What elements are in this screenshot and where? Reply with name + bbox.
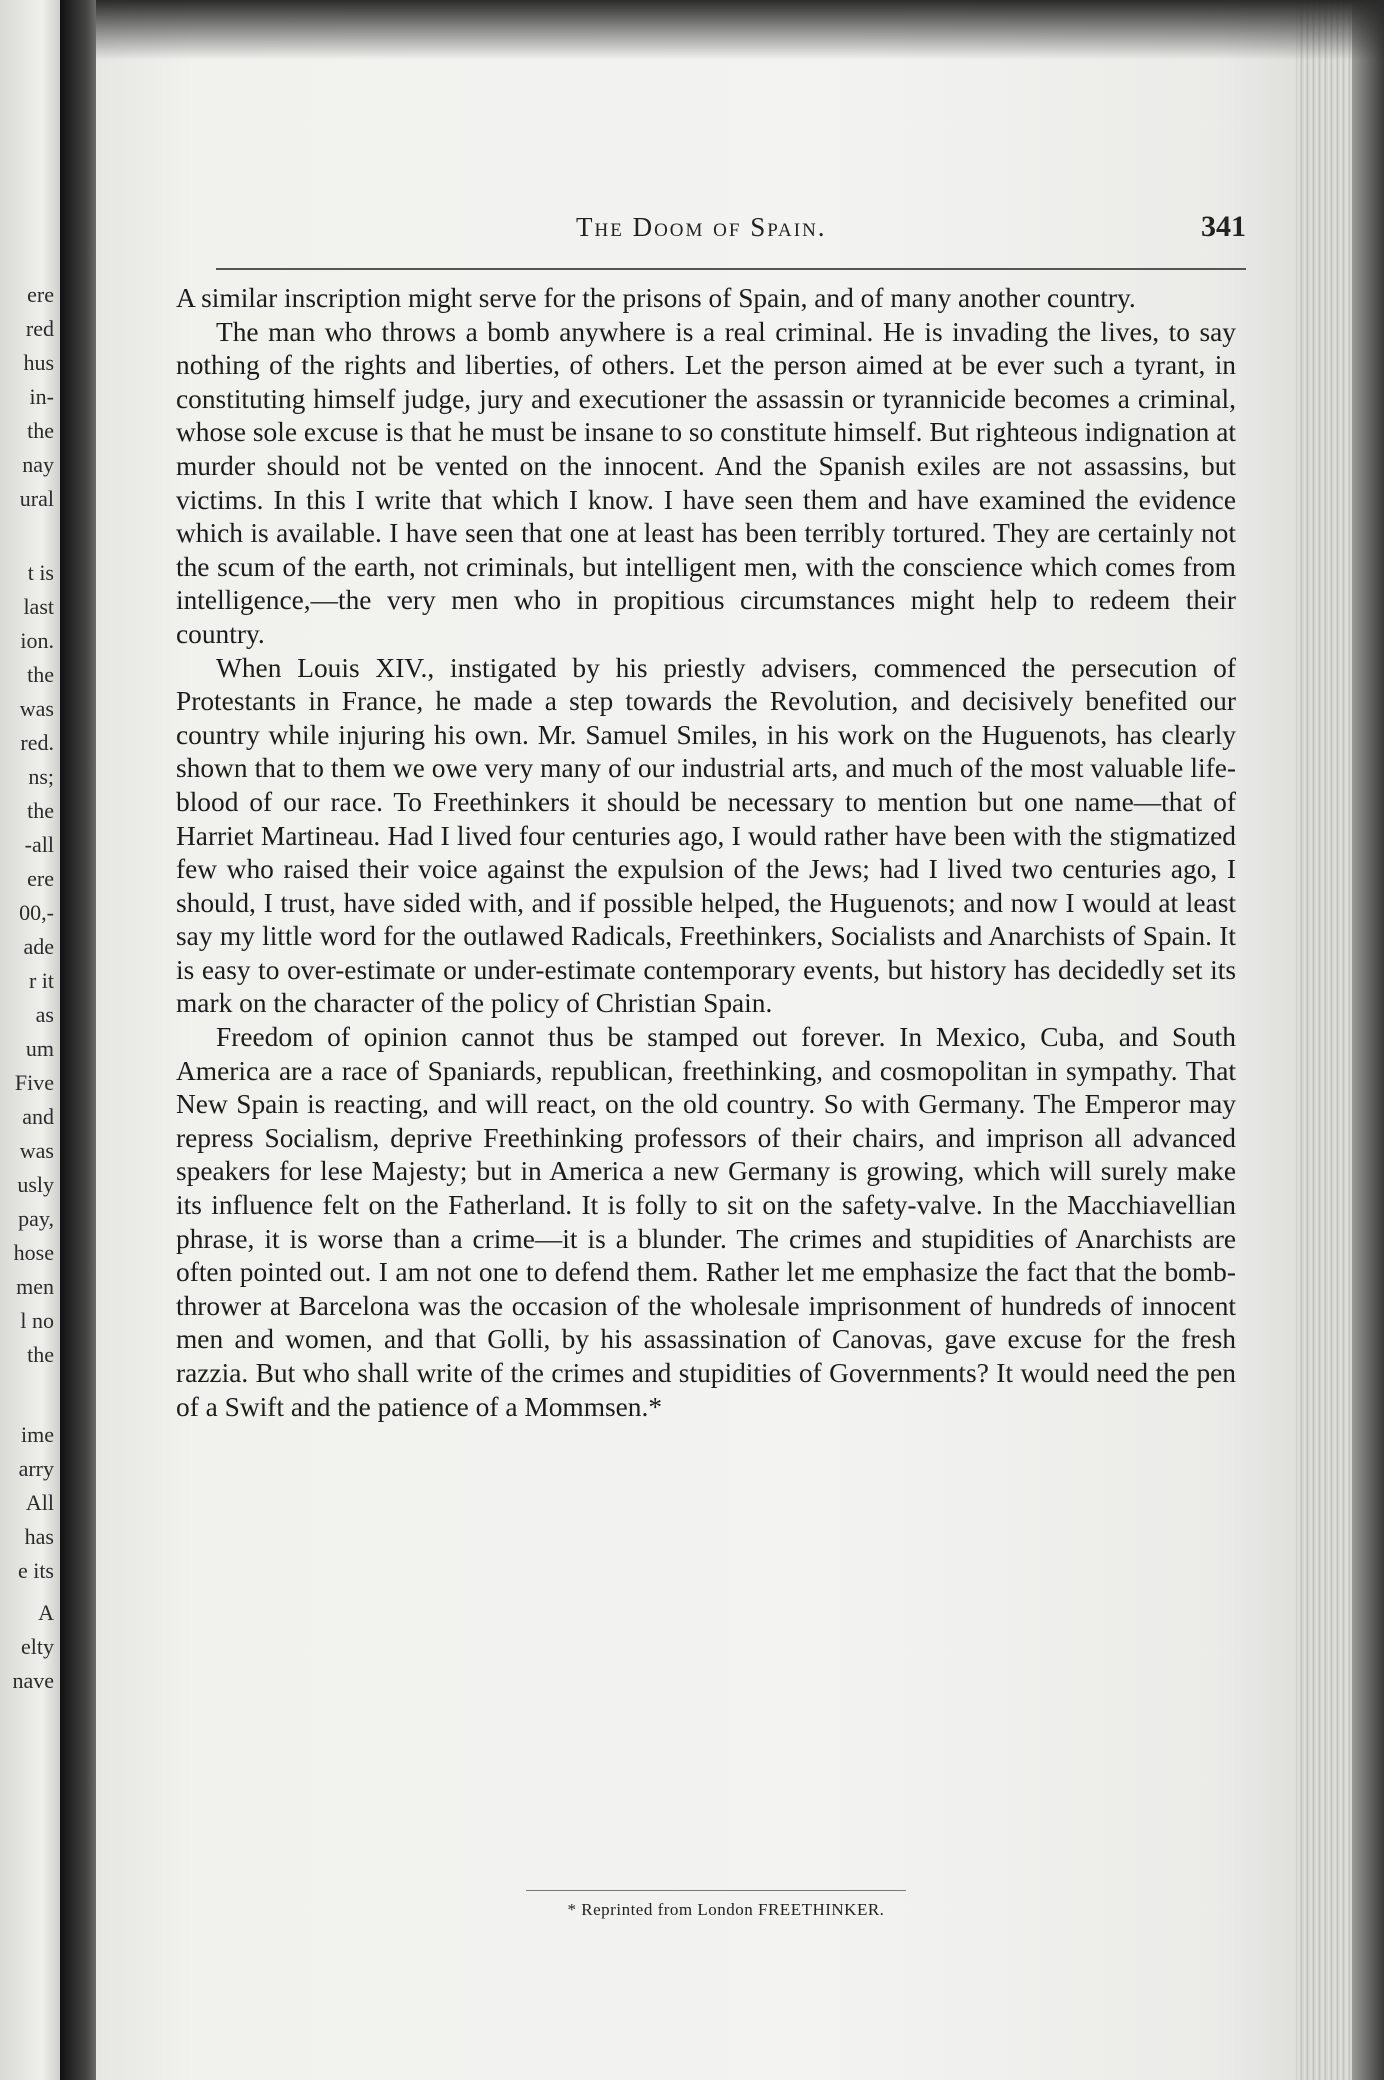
previous-page-fragment: elty (21, 1634, 54, 1659)
previous-page-fragment: A (38, 1600, 54, 1625)
previous-page-fragment: and (22, 1104, 54, 1129)
previous-page-fragment: e its (17, 1558, 54, 1583)
paragraph: When Louis XIV., instigated by his priestly advisers, commenced the persecution of Protestants in France, he made a step towards the Revolution, and decisively benefited our country while injuring his own. Mr. Samuel Smiles, in his work on the Huguenots, has clearly shown that to them we owe very many of our industrial arts, and much of the most valuable life-blood of our race. To Freethinkers it should be necessary to mention but one name—that of Harriet Martineau. Had I lived four centuries ago, I would rather have been with the stigmatized few who raised their voice against the expulsion of the Jews; had I lived two centuries ago, I should, I trust, have sided with, and if possible helped, the Huguenots; and now I would at least say my little word for the outlawed Radicals, Freethinkers, Socialists and Anarchists of Spain. It is easy to over-estimate or under-estimate contemporary events, but history has decidedly set its mark on the character of the policy of Christian Spain. (176, 652, 1236, 1019)
previous-page-fragment: men (16, 1274, 54, 1299)
header-rule (216, 268, 1246, 270)
previous-page-fragment: ere (27, 866, 54, 891)
previous-page-fragment: hus (23, 350, 54, 375)
previous-page-fragment: usly (17, 1172, 54, 1197)
previous-page-fragment: last (23, 594, 54, 619)
previous-page-fragment: the (27, 798, 54, 823)
page-number: 341 (1201, 210, 1246, 243)
book-cover-edge (1352, 0, 1384, 2080)
previous-page-fragment: was (19, 1138, 54, 1163)
paragraph: Freedom of opinion cannot thus be stamped out forever. In Mexico, Cuba, and South America are a race of Spaniards, republican, freethinking, and cosmopolitan in sympathy. That New Spain is reacting, and will react, on the old country. So with Germany. The Emperor may repress Socialism, deprive Freethinking professors of their chairs, and imprison all advanced speakers for lese Majesty; but in America a new Germany is growing, which will surely make its influence felt on the Fatherland. It is folly to sit on the safety-valve. In the Macchiavellian phrase, it is worse than a crime—it is a blunder. The crimes and stupidities of Anarchists are often pointed out. I am not one to defend them. Rather let me emphasize the fact that the bomb-thrower at Barcelona was the occasion of the wholesale imprisonment of hundreds of innocent men and women, and that Golli, by his assassination of Canovas, gave excuse for the fresh razzia. But who shall write of the crimes and stupidities of Governments? It would need the pen of a Swift and the patience of a Mommsen.* (176, 1022, 1236, 1422)
previous-page-fragment: the (27, 1342, 54, 1367)
previous-page-fragment: ural (19, 486, 54, 511)
previous-page-fragment: All (25, 1490, 54, 1515)
previous-page-fragment: the (27, 662, 54, 687)
previous-page-fragment: nave (12, 1668, 54, 1693)
top-shadow (96, 0, 1384, 60)
previous-page-fragment: 00,- (19, 900, 54, 925)
previous-page-fragment: red (25, 316, 54, 341)
page-header (216, 212, 1246, 262)
previous-page-fragment: red. (20, 730, 54, 755)
previous-page-fragment: l no (20, 1308, 54, 1333)
previous-page-fragment: was (19, 696, 54, 721)
previous-page-fragment: pay, (18, 1206, 54, 1231)
previous-page-fragment: -all (24, 832, 54, 857)
paragraph: The man who throws a bomb anywhere is a real criminal. He is invading the lives, to say nothing of the rights and liberties, of others. Let the person aimed at be ever such a tyrant, in constituting himself judge, jury and executioner the assassin or tyrannicide becomes a criminal, whose sole excuse is that he must be insane to so constitute himself. But righteous indignation at murder should not be vented on the innocent. And the Spanish exiles are not assassins, but victims. In this I write that which I know. I have seen them and have examined the evidence which is available. I have seen that one at least has been terribly tortured. They are certainly not the scum of the earth, not criminals, but intelligent men, with the conscience which comes from intelligence,—the very men who in propitious circumstances might help to redeem their country. (176, 316, 1236, 649)
running-head: The Doom of Spain. (576, 212, 827, 242)
previous-page-fragment: has (24, 1524, 54, 1549)
previous-page-fragment: ime (21, 1422, 54, 1447)
book-page (96, 0, 1316, 2080)
previous-page-fragment: the (27, 418, 54, 443)
previous-page-fragment: arry (18, 1456, 54, 1481)
previous-page-fragment: ere (27, 282, 54, 307)
previous-page-fragment: ion. (20, 628, 54, 653)
previous-page-fragment: ade (23, 934, 54, 959)
previous-page-edge (0, 0, 60, 2080)
body-text (176, 282, 1236, 1424)
previous-page-fragment: r it (28, 968, 54, 993)
paragraph: A similar inscription might serve for the prisons of Spain, and of many another country. (176, 283, 1136, 313)
previous-page-fragment: nay (22, 452, 54, 477)
footnote: * Reprinted from London FREETHINKER. (567, 1900, 885, 1919)
previous-page-fragment: Five (14, 1070, 54, 1095)
previous-page-fragment: as (35, 1002, 54, 1027)
previous-page-fragment: hose (13, 1240, 54, 1265)
previous-page-fragment: ns; (28, 764, 54, 789)
previous-page-fragment: t is (27, 560, 54, 585)
footnote-rule (526, 1890, 906, 1891)
previous-page-fragment: in- (29, 384, 54, 409)
previous-page-fragment: um (25, 1036, 54, 1061)
